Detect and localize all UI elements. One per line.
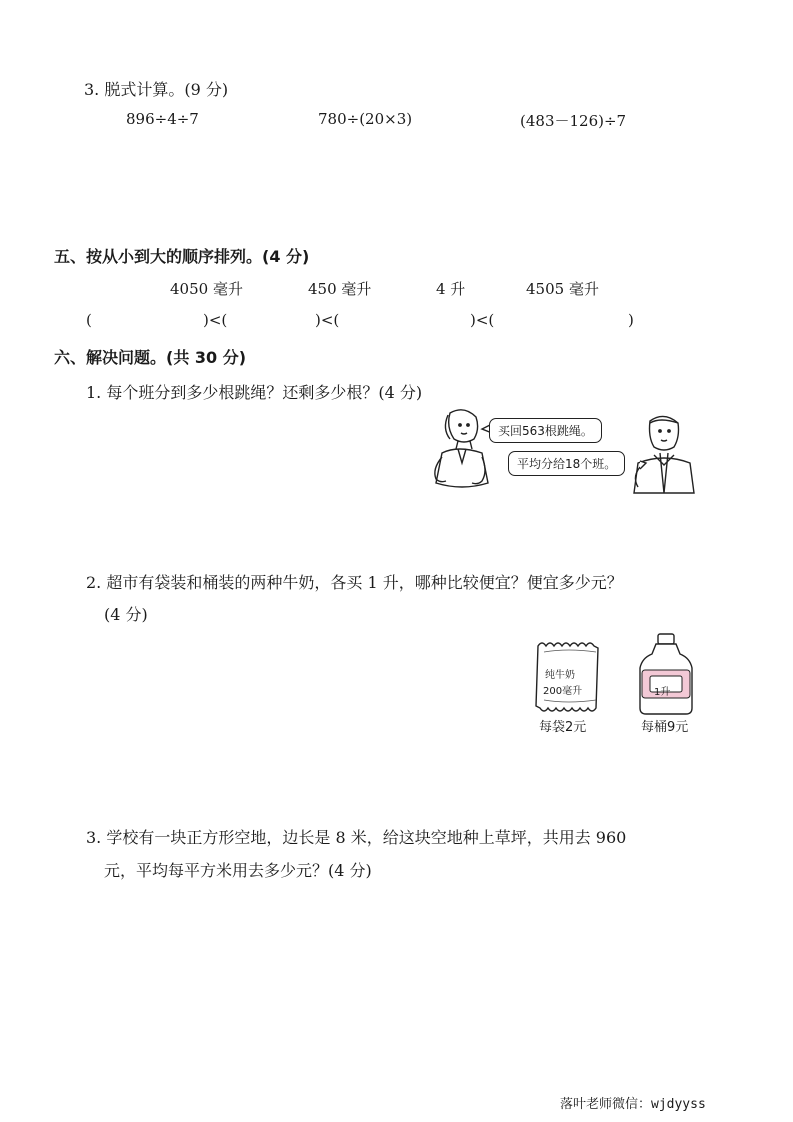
milk-bag-price: 每袋2元 — [539, 720, 587, 735]
milk-bag-text-2: 200毫升 — [543, 686, 583, 697]
sec5-blank-lt-1: )<( — [203, 311, 228, 329]
milk-jug-label: 1升 — [654, 687, 671, 698]
sec5-item-1: 4050 毫升 — [170, 280, 243, 298]
problem-3-line-1: 3. 学校有一块正方形空地，边长是 8 米，给这块空地种上草坪，共用去 960 — [86, 828, 627, 847]
sec5-blank-lt-3: )<( — [470, 311, 495, 329]
milk-bag-text-1: 纯牛奶 — [545, 670, 575, 681]
footer-contact: 落叶老师微信：wjdyyss — [560, 1097, 706, 1112]
sec5-blank-lt-2: )<( — [315, 311, 340, 329]
man-teacher-icon — [634, 416, 694, 493]
sec5-item-3: 4 升 — [436, 280, 466, 298]
woman-teacher-icon — [435, 410, 488, 487]
q3-expr-2: 780÷(20×3) — [318, 110, 413, 128]
sec5-item-2: 450 毫升 — [308, 280, 372, 298]
sec5-blank-close: ) — [628, 311, 634, 329]
speech-bubble-2: 平均分给18个班。 — [508, 451, 625, 476]
speech-bubble-1: 买回563根跳绳。 — [489, 418, 602, 443]
section-5-title: 五、按从小到大的顺序排列。(4 分) — [54, 247, 310, 266]
sec5-blank-open: ( — [86, 311, 92, 329]
q3-expr-3: (483－126)÷7 — [520, 112, 627, 130]
problem-3-line-2: 元，平均每平方米用去多少元？(4 分) — [104, 861, 372, 880]
section-6-title: 六、解决问题。(共 30 分) — [54, 348, 247, 367]
q3-header: 3. 脱式计算。(9 分) — [84, 80, 229, 99]
q3-expr-1: 896÷4÷7 — [126, 110, 199, 128]
problem-2-line-1: 2. 超市有袋装和桶装的两种牛奶，各买 1 升，哪种比较便宜？便宜多少元？ — [86, 573, 623, 592]
problem-2-line-2: (4 分) — [104, 605, 148, 624]
sec5-item-4: 4505 毫升 — [526, 280, 599, 298]
milk-jug-price: 每桶9元 — [641, 720, 689, 735]
milk-jug-icon — [636, 632, 696, 716]
problem-1-text: 1. 每个班分到多少根跳绳？还剩多少根？(4 分) — [86, 383, 423, 402]
